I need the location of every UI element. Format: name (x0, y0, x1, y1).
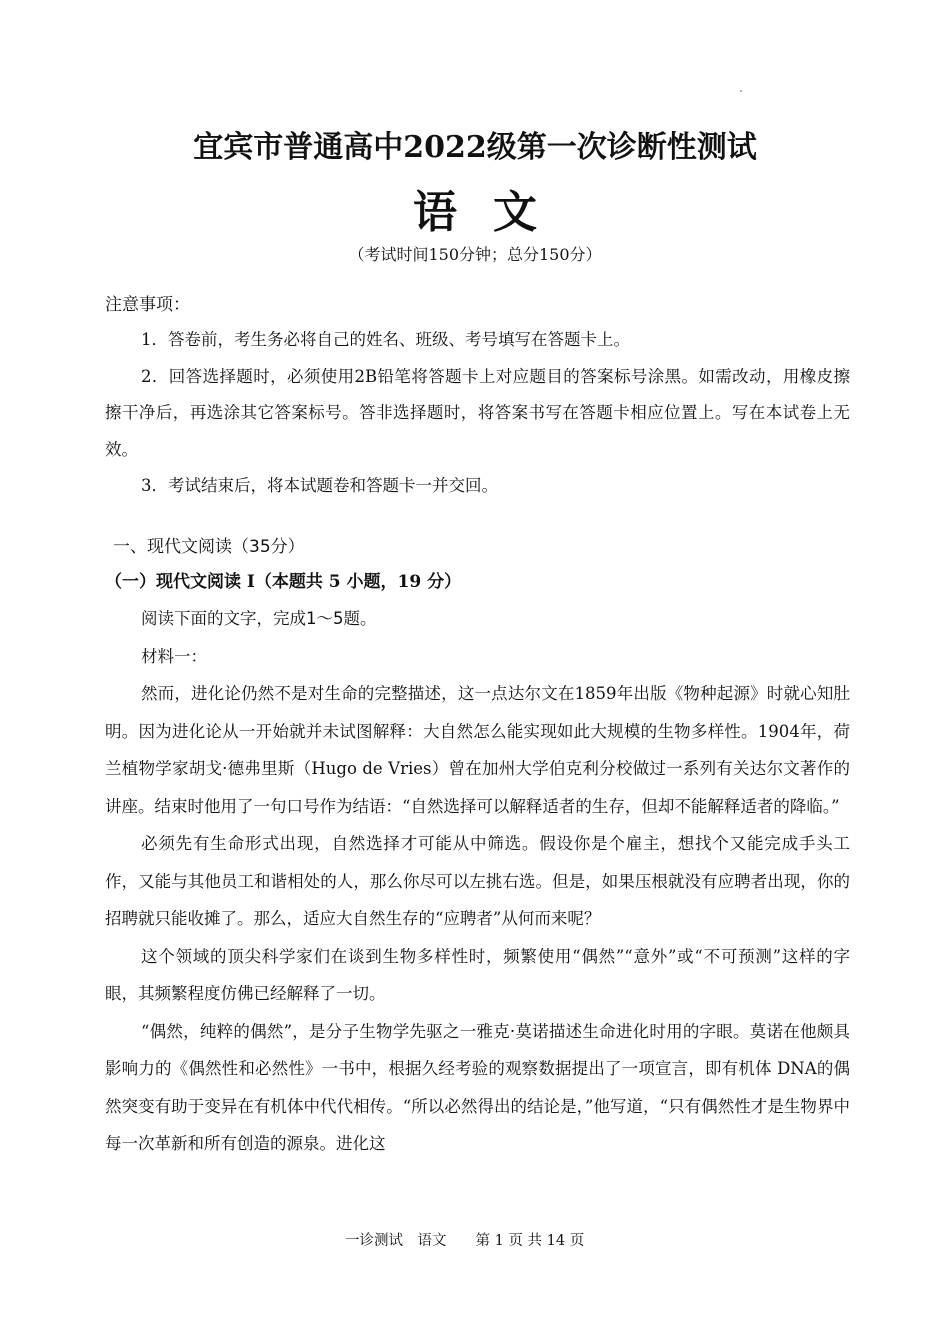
material-label: 材料一： (141, 646, 207, 666)
subject-title: 语文 (413, 187, 573, 238)
notice-item: 3．考试结束后，将本试题卷和答题卡一并交回。 (141, 476, 498, 495)
notice-list (105, 322, 850, 505)
reading-instruction: 阅读下面的文字，完成1～5题。 (141, 609, 377, 628)
passage-paragraph: “偶然，纯粹的偶然”，是分子生物学先驱之一雅克·莫诺描述生命进化时用的字眼。莫诺在他颇具影响力的《偶然性和必然性》一书中，根据久经考验的观察数据提出了一项宣言，即有机体 DNA的偶然突变有助于变异在有机体中代代相传。“所以必然得出的结论是，”他写道，“只有偶然性才是生物界中每一次革新和所有创造的源泉。进化这 (105, 1021, 850, 1153)
exam-title: 宜宾市普通高中2022级第一次诊断性测试 (193, 130, 757, 165)
notice-item: 2．回答选择题时，必须使用2B铅笔将答题卡上对应题目的答案标号涂黑。如需改动，用橡皮擦擦干净后，再选涂其它答案标号。答非选择题时，将答案书写在答题卡相应位置上。写在本试卷上无效。 (105, 366, 850, 459)
notice-heading: 注意事项： (105, 295, 190, 315)
section-heading: 一、现代文阅读（35分） (113, 537, 305, 557)
exam-info: （考试时间150分钟；总分150分） (348, 245, 602, 264)
notice-item: 1．答卷前，考生务必将自己的姓名、班级、考号填写在答题卡上。 (141, 330, 630, 349)
page-footer: 一诊测试 语文 第 1 页 共 14 页 (345, 1233, 585, 1249)
passage-paragraph: 这个领域的顶尖科学家们在谈到生物多样性时，频繁使用“偶然”“意外”或“不可预测”这样的字眼，其频繁程度仿佛已经解释了一切。 (105, 946, 850, 1003)
passage-paragraph: 然而，进化论仍然不是对生命的完整描述，这一点达尔文在1859年出版《物种起源》时就心知肚明。因为进化论从一开始就并未试图解释：大自然怎么能实现如此大规模的生物多样性。1904年，荷兰植物学家胡戈·德弗里斯（Hugo de Vries）曾在加州大学伯克利分校做过一系列有关达尔文著作的讲座。结束时他用了一句口号作为结语：“自然选择可以解释适者的生存，但却不能解释适者的降临。” (105, 684, 850, 816)
passage-paragraph: 必须先有生命形式出现，自然选择才可能从中筛选。假设你是个雇主，想找个又能完成手头工作，又能与其他员工和谐相处的人，那么你尽可以左挑右选。但是，如果压根就没有应聘者出现，你的招聘就只能收摊了。那么，适应大自然生存的“应聘者”从何而来呢？ (105, 834, 850, 928)
reading-passage (105, 600, 850, 1163)
scan-dot-mark (740, 90, 742, 92)
subsection-heading: （一）现代文阅读 I（本题共 5 小题，19 分） (105, 572, 462, 592)
